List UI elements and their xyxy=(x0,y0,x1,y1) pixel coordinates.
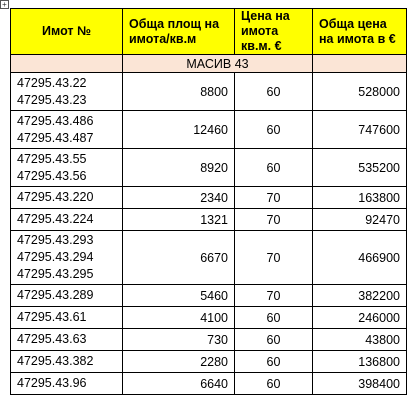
property-id: 47295.43.55 xyxy=(17,151,87,166)
table-move-handle-icon[interactable]: + xyxy=(0,0,9,9)
total-price-cell: 246000 xyxy=(313,307,407,329)
area-cell: 6670 xyxy=(123,231,235,285)
property-id: 47295.43.56 xyxy=(17,168,87,183)
property-id: 47295.43.23 xyxy=(17,92,87,107)
area-cell: 6640 xyxy=(123,373,235,395)
header-total-price: Обща цена на имота в € xyxy=(313,9,407,55)
total-price-cell: 535200 xyxy=(313,149,407,187)
property-id: 47295.43.289 xyxy=(17,288,94,302)
table-row xyxy=(11,351,407,373)
total-price-cell: 466900 xyxy=(313,231,407,285)
property-id: 47295.43.224 xyxy=(17,212,94,226)
total-price-cell: 747600 xyxy=(313,111,407,149)
property-id-cell xyxy=(11,111,123,149)
table-header-row xyxy=(11,9,407,55)
total-price-cell: 382200 xyxy=(313,285,407,307)
area-cell: 730 xyxy=(123,329,235,351)
price-per-sqm-cell: 60 xyxy=(235,373,313,395)
property-id-cell xyxy=(11,329,123,351)
property-id: 47295.43.293 xyxy=(17,233,94,247)
area-cell: 12460 xyxy=(123,111,235,149)
property-id: 47295.43.486 xyxy=(17,113,94,128)
total-price-cell: 92470 xyxy=(313,209,407,231)
area-cell: 1321 xyxy=(123,209,235,231)
property-price-table xyxy=(10,8,407,395)
price-per-sqm-cell: 60 xyxy=(235,73,313,111)
property-id-cell xyxy=(11,149,123,187)
area-cell: 2340 xyxy=(123,187,235,209)
area-cell: 4100 xyxy=(123,307,235,329)
property-id-cell xyxy=(11,187,123,209)
price-per-sqm-cell: 70 xyxy=(235,285,313,307)
table-row xyxy=(11,307,407,329)
property-id: 47295.43.96 xyxy=(17,376,87,390)
total-price-cell: 163800 xyxy=(313,187,407,209)
area-cell: 8800 xyxy=(123,73,235,111)
property-id-cell xyxy=(11,307,123,329)
table-row xyxy=(11,111,407,149)
property-id: 47295.43.382 xyxy=(17,354,94,368)
table-row xyxy=(11,285,407,307)
total-price-cell: 398400 xyxy=(313,373,407,395)
price-per-sqm-cell: 70 xyxy=(235,187,313,209)
header-property-id: Имот № xyxy=(11,9,123,55)
property-id: 47295.43.220 xyxy=(17,190,94,204)
property-id-cell xyxy=(11,73,123,111)
section-row xyxy=(11,55,407,73)
section-blank-cell xyxy=(11,55,123,73)
table-row xyxy=(11,187,407,209)
section-blank-cell xyxy=(313,55,407,73)
table-row xyxy=(11,149,407,187)
price-per-sqm-cell: 70 xyxy=(235,231,313,285)
property-id: 47295.43.487 xyxy=(17,130,94,145)
header-total-area: Обща площ на имота/кв.м xyxy=(123,9,235,55)
area-cell: 8920 xyxy=(123,149,235,187)
area-cell: 2280 xyxy=(123,351,235,373)
table-row xyxy=(11,373,407,395)
area-cell: 5460 xyxy=(123,285,235,307)
property-id: 47295.43.295 xyxy=(17,267,94,281)
property-id-cell xyxy=(11,209,123,231)
table-row xyxy=(11,231,407,285)
section-label: МАСИВ 43 xyxy=(123,55,313,73)
property-id: 47295.43.294 xyxy=(17,250,94,264)
property-id: 47295.43.63 xyxy=(17,332,87,346)
price-per-sqm-cell: 60 xyxy=(235,351,313,373)
price-per-sqm-cell: 60 xyxy=(235,111,313,149)
table-row xyxy=(11,209,407,231)
property-id-cell xyxy=(11,351,123,373)
table-row xyxy=(11,329,407,351)
price-per-sqm-cell: 60 xyxy=(235,307,313,329)
price-per-sqm-cell: 60 xyxy=(235,149,313,187)
price-per-sqm-cell: 70 xyxy=(235,209,313,231)
property-id-cell xyxy=(11,373,123,395)
price-per-sqm-cell: 60 xyxy=(235,329,313,351)
property-id-cell xyxy=(11,231,123,285)
total-price-cell: 136800 xyxy=(313,351,407,373)
header-price-per-sqm: Цена на имота кв.м. € xyxy=(235,9,313,55)
property-id: 47295.43.61 xyxy=(17,310,87,324)
property-id: 47295.43.22 xyxy=(17,75,87,90)
table-row xyxy=(11,73,407,111)
total-price-cell: 528000 xyxy=(313,73,407,111)
total-price-cell: 43800 xyxy=(313,329,407,351)
property-id-cell xyxy=(11,285,123,307)
